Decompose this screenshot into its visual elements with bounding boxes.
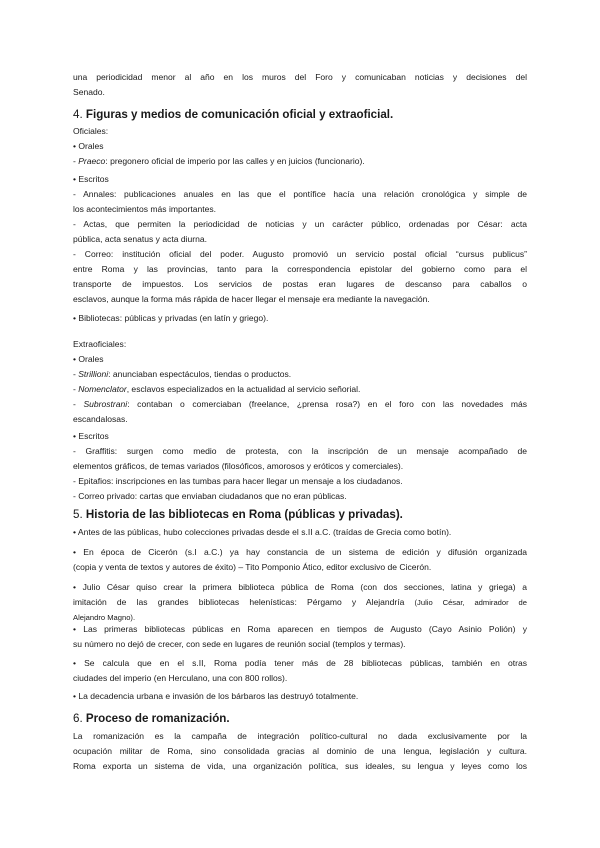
text-line: La romanización es la campaña de integración político-cultural no dada exclusivamente por la	[73, 731, 527, 741]
section-5-bullet-6	[73, 689, 527, 704]
intro-paragraph	[73, 70, 527, 100]
text-line: ocupación militar de Roma, sino consolidada gracias al dominio de una lengua, legislación y cultura.	[73, 746, 527, 756]
bullet-item: • La decadencia urbana e invasión de los bárbaros las destruyó totalmente.	[73, 691, 359, 701]
text-line: ciudades del imperio (en Herculano, una con 800 rollos).	[73, 673, 288, 683]
label: Extraoficiales:	[73, 339, 127, 349]
text-line: escandalosas.	[73, 414, 128, 424]
bullet-item: • Antes de las públicas, hubo colecciones privadas desde el s.II a.C. (traídas de Grecia como botín).	[73, 527, 452, 537]
text-line: imitación de las grandes bibliotecas helenísticas: Pérgamo y Alejandría (Julio César, admirador de	[73, 597, 528, 607]
bullet-item: • Orales	[73, 141, 104, 151]
text-line: - Graffitis: surgen como medio de protesta, con la inscripción de un mensaje acompañado de	[73, 446, 527, 456]
section-5-bullet-3	[73, 580, 527, 625]
section-4-extraoficiales	[73, 337, 527, 427]
section-5-heading: 5. Historia de las bibliotecas en Roma (públicas y privadas).	[73, 508, 403, 521]
text-line: su número no dejó de crecer, con sede en lugares de reunión social (templos y termas).	[73, 639, 406, 649]
text-line: - Correo: institución oficial del poder. Augusto promovió un servicio postal oficial “cursus publicus”	[73, 249, 527, 259]
section-5-bullet-4	[73, 622, 527, 652]
list-item: - Strillioni: anunciaban espectáculos, tiendas o productos.	[73, 369, 292, 379]
text-line: - Actas, que permiten la periodicidad de noticias y un carácter público, ordenadas por César: acta	[73, 219, 527, 229]
text-line: • En época de Cicerón (s.I a.C.) ya hay constancia de un sistema de edición y difusión organizada	[73, 547, 527, 557]
bullet-item: • Escritos	[73, 174, 109, 184]
text-line: - Correo privado: cartas que enviaban ciudadanos que no eran públicas.	[73, 491, 347, 501]
text-line: esclavos, aunque la forma más rápida de hacer llegar el mensaje era mediante la navegación.	[73, 294, 430, 304]
section-6-paragraph	[73, 729, 527, 774]
section-4-oficiales	[73, 124, 527, 169]
text-line: • Julio César quiso crear la primera biblioteca pública de Roma (con dos secciones, latina y griega) a	[73, 582, 527, 592]
section-4-bibliotecas	[73, 311, 527, 326]
text-line: • Las primeras bibliotecas públicas en Roma aparecen en tiempos de Augusto (Cayo Asinio Polión) y	[73, 624, 527, 634]
text-line: una periodicidad menor al año en los muros del Foro y comunicaban noticias y decisiones del	[73, 72, 527, 82]
list-item: - Subrostrani: contaban o comerciaban (freelance, ¿prensa rosa?) en el foro con las novedades más	[73, 399, 527, 409]
text-line: (copia y venta de textos y autores de éxito) – Tito Pomponio Ático, editor exclusivo de Cicerón.	[73, 562, 432, 572]
text-line: Alejandro Magno).	[73, 613, 136, 622]
text-line: Senado.	[73, 87, 105, 97]
section-4-escritos-extra	[73, 429, 527, 504]
list-item: - Nomenclator, esclavos especializados en la actualidad al servicio señorial.	[73, 384, 361, 394]
section-4-escritos	[73, 172, 527, 307]
list-item: - Praeco: pregonero oficial de imperio por las calles y en juicios (funcionario).	[73, 156, 365, 166]
text-line: Roma exporta un sistema de vida, una organización política, sus ideales, su lengua y leyes como los	[73, 761, 527, 771]
bullet-item: • Escritos	[73, 431, 109, 441]
text-line: los acontecimientos más importantes.	[73, 204, 216, 214]
text-line: pública, acta senatus y acta diurna.	[73, 234, 207, 244]
section-6-heading: 6. Proceso de romanización.	[73, 712, 230, 725]
section-5-bullet-5	[73, 656, 527, 686]
text-line: entre Roma y las provincias, tanto para la correspondencia epistolar del gobierno como para el	[73, 264, 527, 274]
text-line: • Se calcula que en el s.II, Roma podía tener más de 28 bibliotecas públicas, también en otras	[73, 658, 527, 668]
section-5-bullet-2	[73, 545, 527, 575]
text-line: - Epitafios: inscripciones en las tumbas para hacer llegar un mensaje a los ciudadanos.	[73, 476, 403, 486]
bullet-item: • Orales	[73, 354, 104, 364]
label: Oficiales:	[73, 126, 109, 136]
text-line: - Annales: publicaciones anuales en las que el pontífice hacía una relación cronológica y simple de	[73, 189, 527, 199]
section-4-heading: 4. Figuras y medios de comunicación oficial y extraoficial.	[73, 108, 394, 121]
text-line: elementos gráficos, de temas variados (filosóficos, amorosos y eróticos y comerciales).	[73, 461, 404, 471]
section-5-bullet-1	[73, 525, 527, 540]
text-line: transporte de impuestos. Los servicios de postas eran lugares de descanso para caballos o	[73, 279, 527, 289]
bullet-item: • Bibliotecas: públicas y privadas (en latín y griego).	[73, 313, 269, 323]
